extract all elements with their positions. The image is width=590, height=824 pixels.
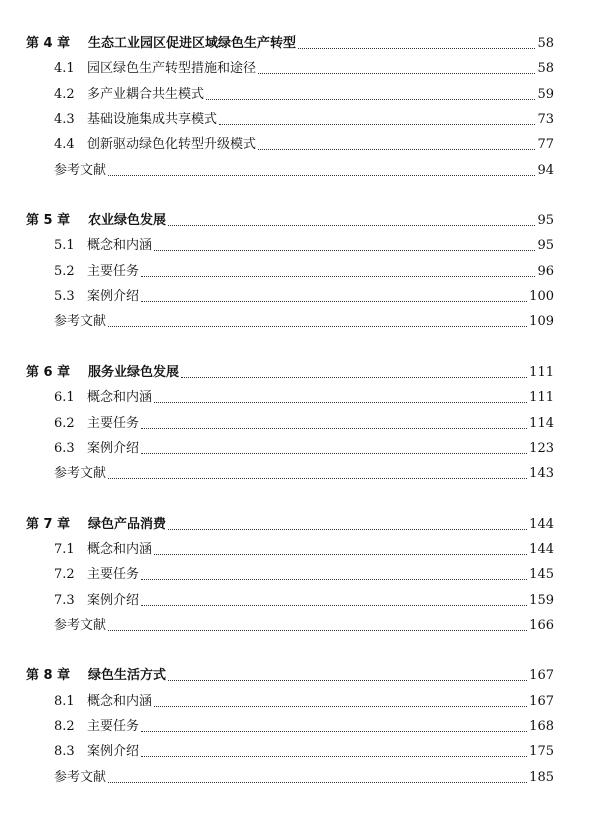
toc-references-entry[interactable] <box>54 159 554 179</box>
page-number: 73 <box>537 112 554 127</box>
toc-section-entry[interactable] <box>54 108 554 128</box>
toc-section-entry[interactable] <box>54 57 554 77</box>
section-number: 4.2 <box>54 87 75 102</box>
toc-section-entry[interactable] <box>54 563 554 583</box>
dot-leader <box>168 215 535 226</box>
dot-leader <box>108 468 527 479</box>
toc-section-entry[interactable] <box>54 386 554 406</box>
section-title: 概念和内涵 <box>87 694 153 709</box>
toc-section-entry[interactable] <box>54 133 554 153</box>
section-number: 8.2 <box>54 719 75 734</box>
page-number: 123 <box>529 441 554 456</box>
section-number: 8.3 <box>54 744 75 759</box>
references-title: 参考文献 <box>54 618 107 633</box>
section-number: 5.2 <box>54 264 75 279</box>
toc-chapter-entry[interactable] <box>26 32 554 52</box>
page-number: 143 <box>529 466 554 481</box>
toc-references-entry[interactable] <box>54 462 554 482</box>
section-title: 案例介绍 <box>87 593 140 608</box>
page-number: 167 <box>529 668 554 683</box>
page-number: 94 <box>537 163 554 178</box>
toc-section-entry[interactable] <box>54 83 554 103</box>
section-title: 概念和内涵 <box>87 542 153 557</box>
section-number: 6.2 <box>54 416 75 431</box>
section-title: 园区绿色生产转型措施和途径 <box>87 61 257 76</box>
toc-section-entry[interactable] <box>54 285 554 305</box>
dot-leader <box>258 63 535 74</box>
dot-leader <box>141 291 527 302</box>
section-number: 4.3 <box>54 112 75 127</box>
section-number: 4.1 <box>54 61 75 76</box>
chapter-number: 第 4 章 <box>26 36 71 51</box>
page-number: 59 <box>537 87 554 102</box>
toc-section-entry[interactable] <box>54 715 554 735</box>
toc-section-entry[interactable] <box>54 437 554 457</box>
page-number: 144 <box>529 542 554 557</box>
page-number: 185 <box>529 770 554 785</box>
toc-chapter-entry[interactable] <box>26 664 554 684</box>
toc-chapter-entry[interactable] <box>26 209 554 229</box>
toc-section-entry[interactable] <box>54 690 554 710</box>
section-number: 7.1 <box>54 542 75 557</box>
toc-references-entry[interactable] <box>54 310 554 330</box>
section-title: 主要任务 <box>87 719 140 734</box>
dot-leader <box>219 114 535 125</box>
section-number: 5.1 <box>54 238 75 253</box>
dot-leader <box>108 772 527 783</box>
section-title: 案例介绍 <box>87 744 140 759</box>
toc-chapter-entry[interactable] <box>26 361 554 381</box>
section-title: 概念和内涵 <box>87 238 153 253</box>
toc-section-entry[interactable] <box>54 740 554 760</box>
dot-leader <box>141 746 527 757</box>
dot-leader <box>168 670 527 681</box>
dot-leader <box>181 367 527 378</box>
page-number: 95 <box>537 238 554 253</box>
toc-section-entry[interactable] <box>54 538 554 558</box>
page-number: 144 <box>529 517 554 532</box>
section-number: 6.3 <box>54 441 75 456</box>
section-title: 概念和内涵 <box>87 390 153 405</box>
dot-leader <box>141 443 527 454</box>
section-title: 多产业耦合共生模式 <box>87 87 205 102</box>
toc-section-entry[interactable] <box>54 234 554 254</box>
dot-leader <box>108 316 527 327</box>
section-number: 8.1 <box>54 694 75 709</box>
page-number: 58 <box>537 36 554 51</box>
chapter-title: 绿色生活方式 <box>88 668 167 683</box>
section-number: 7.2 <box>54 567 75 582</box>
page-number: 77 <box>537 137 554 152</box>
page-number: 166 <box>529 618 554 633</box>
page-number: 145 <box>529 567 554 582</box>
chapter-number: 第 5 章 <box>26 213 71 228</box>
references-title: 参考文献 <box>54 770 107 785</box>
page-number: 167 <box>529 694 554 709</box>
section-title: 创新驱动绿色化转型升级模式 <box>87 137 257 152</box>
dot-leader <box>154 240 535 251</box>
dot-leader <box>108 165 535 176</box>
chapter-title: 绿色产品消费 <box>88 517 167 532</box>
references-title: 参考文献 <box>54 163 107 178</box>
page-number: 114 <box>529 416 554 431</box>
page-number: 109 <box>529 314 554 329</box>
dot-leader <box>154 696 527 707</box>
dot-leader <box>154 392 527 403</box>
dot-leader <box>141 266 535 277</box>
section-number: 7.3 <box>54 593 75 608</box>
page-number: 111 <box>529 365 554 380</box>
dot-leader <box>108 620 527 631</box>
section-title: 案例介绍 <box>87 441 140 456</box>
chapter-title: 服务业绿色发展 <box>88 365 180 380</box>
toc-section-entry[interactable] <box>54 260 554 280</box>
page-number: 58 <box>537 61 554 76</box>
toc-section-entry[interactable] <box>54 412 554 432</box>
dot-leader <box>154 544 527 555</box>
page-number: 159 <box>529 593 554 608</box>
dot-leader <box>141 721 527 732</box>
page-number: 100 <box>529 289 554 304</box>
dot-leader <box>206 89 535 100</box>
section-title: 主要任务 <box>87 567 140 582</box>
toc-section-entry[interactable] <box>54 589 554 609</box>
chapter-number: 第 7 章 <box>26 517 71 532</box>
dot-leader <box>168 519 527 530</box>
chapter-number: 第 8 章 <box>26 668 71 683</box>
chapter-title: 农业绿色发展 <box>88 213 167 228</box>
section-title: 主要任务 <box>87 264 140 279</box>
chapter-number: 第 6 章 <box>26 365 71 380</box>
section-title: 基础设施集成共享模式 <box>87 112 218 127</box>
section-number: 4.4 <box>54 137 75 152</box>
page-number: 175 <box>529 744 554 759</box>
dot-leader <box>141 418 527 429</box>
dot-leader <box>258 139 535 150</box>
toc-references-entry[interactable] <box>54 766 554 786</box>
section-title: 案例介绍 <box>87 289 140 304</box>
toc-chapter-entry[interactable] <box>26 513 554 533</box>
references-title: 参考文献 <box>54 466 107 481</box>
page-number: 111 <box>529 390 554 405</box>
references-title: 参考文献 <box>54 314 107 329</box>
section-title: 主要任务 <box>87 416 140 431</box>
dot-leader <box>141 595 527 606</box>
toc-references-entry[interactable] <box>54 614 554 634</box>
section-number: 5.3 <box>54 289 75 304</box>
dot-leader <box>141 569 527 580</box>
page-number: 96 <box>537 264 554 279</box>
page-number: 95 <box>537 213 554 228</box>
page-number: 168 <box>529 719 554 734</box>
section-number: 6.1 <box>54 390 75 405</box>
chapter-title: 生态工业园区促进区域绿色生产转型 <box>88 36 297 51</box>
dot-leader <box>298 38 535 49</box>
